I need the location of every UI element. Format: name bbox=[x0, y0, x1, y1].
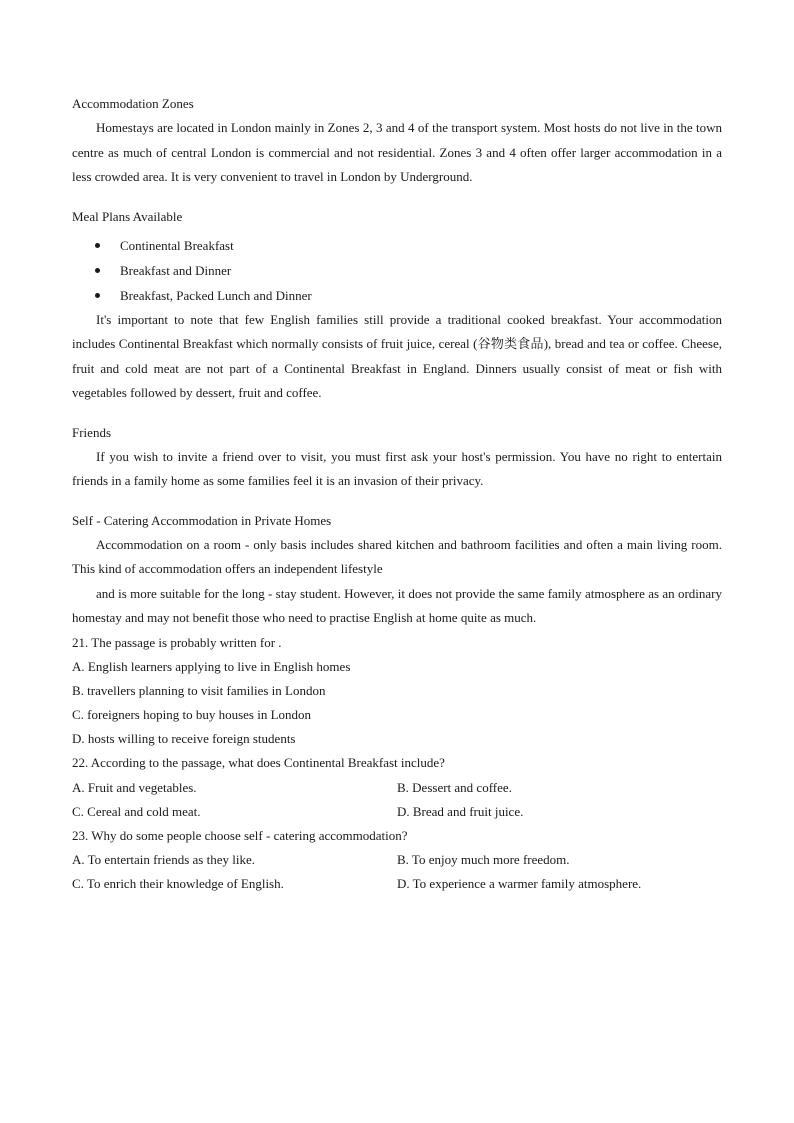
question-23-options-row-1 bbox=[72, 848, 722, 872]
section-heading-meals: Meal Plans Available bbox=[72, 208, 183, 224]
paragraph-zones: Homestays are located in London mainly in Zones 2, 3 and 4 of the transport system. Most hosts do not live in the town centre as much of central London is commercial and not residential. Zones 3 and 4 often offer larger accommodation in a less crowded area. It is very convenient to travel in London by Underground. bbox=[72, 120, 722, 184]
list-item bbox=[72, 233, 722, 258]
bullet-icon bbox=[95, 268, 100, 273]
meal-plan-item-label: Continental Breakfast bbox=[120, 237, 234, 253]
question-23-option-c: C. To enrich their knowledge of English. bbox=[72, 876, 284, 892]
question-23-option-a: A. To entertain friends as they like. bbox=[72, 852, 255, 868]
document-page bbox=[72, 92, 722, 897]
section-heading-zones: Accommodation Zones bbox=[72, 96, 194, 111]
meal-plan-item-label: Breakfast, Packed Lunch and Dinner bbox=[120, 287, 312, 303]
section-heading-selfcatering: Self - Catering Accommodation in Private Homes bbox=[72, 512, 332, 528]
question-23-options-row-2 bbox=[72, 872, 722, 896]
question-23-option-d: D. To experience a warmer family atmosphere. bbox=[397, 876, 642, 892]
question-22-option-c: C. Cereal and cold meat. bbox=[72, 803, 201, 819]
question-21-option-c: C. foreigners hoping to buy houses in London bbox=[72, 707, 312, 723]
list-item bbox=[72, 258, 722, 283]
section-heading-friends: Friends bbox=[72, 424, 111, 440]
paragraph-selfcatering-2: and is more suitable for the long - stay student. However, it does not provide the same family atmosphere as an ordinary homestay and may not benefit those who need to practise English at home quite as much. bbox=[72, 585, 722, 625]
question-22-stem: 22. According to the passage, what does Continental Breakfast include? bbox=[72, 755, 445, 771]
bullet-icon bbox=[95, 243, 100, 248]
question-22-options-row-2 bbox=[72, 800, 722, 824]
question-21-stem: 21. The passage is probably written for . bbox=[72, 634, 282, 650]
paragraph-selfcatering-1: Accommodation on a room - only basis includes shared kitchen and bathroom facilities and often a main living room. This kind of accommodation offers an independent lifestyle bbox=[72, 536, 722, 576]
paragraph-friends: If you wish to invite a friend over to visit, you must first ask your host's permission. You have no right to entertain friends in a family home as some families feel it is an invasion of their privacy. bbox=[72, 448, 722, 488]
question-21-option-d: D. hosts willing to receive foreign students bbox=[72, 731, 296, 747]
list-item bbox=[72, 283, 722, 308]
meal-plan-list bbox=[72, 233, 722, 308]
question-23-stem: 23. Why do some people choose self - catering accommodation? bbox=[72, 828, 408, 843]
question-22-option-b: B. Dessert and coffee. bbox=[397, 779, 512, 795]
question-22-options-row-1 bbox=[72, 776, 722, 800]
question-22-option-d: D. Bread and fruit juice. bbox=[397, 803, 524, 819]
question-23-option-b: B. To enjoy much more freedom. bbox=[397, 852, 570, 868]
question-21-option-a: A. English learners applying to live in English homes bbox=[72, 658, 351, 674]
question-21-option-b: B. travellers planning to visit families in London bbox=[72, 682, 326, 698]
bullet-icon bbox=[95, 293, 100, 298]
meal-plan-item-label: Breakfast and Dinner bbox=[120, 262, 232, 278]
question-22-option-a: A. Fruit and vegetables. bbox=[72, 779, 197, 795]
paragraph-meals: It's important to note that few English families still provide a traditional cooked breakfast. Your accommodation includes Continental Breakfast which normally consists of fruit juice, cereal (谷物类食品), bread and tea or coffee. Cheese, fruit and cold meat are not part of a Continental Breakfast in England. Dinners usually consist of meat or fish with vegetables followed by dessert, fruit and coffee. bbox=[72, 311, 722, 400]
